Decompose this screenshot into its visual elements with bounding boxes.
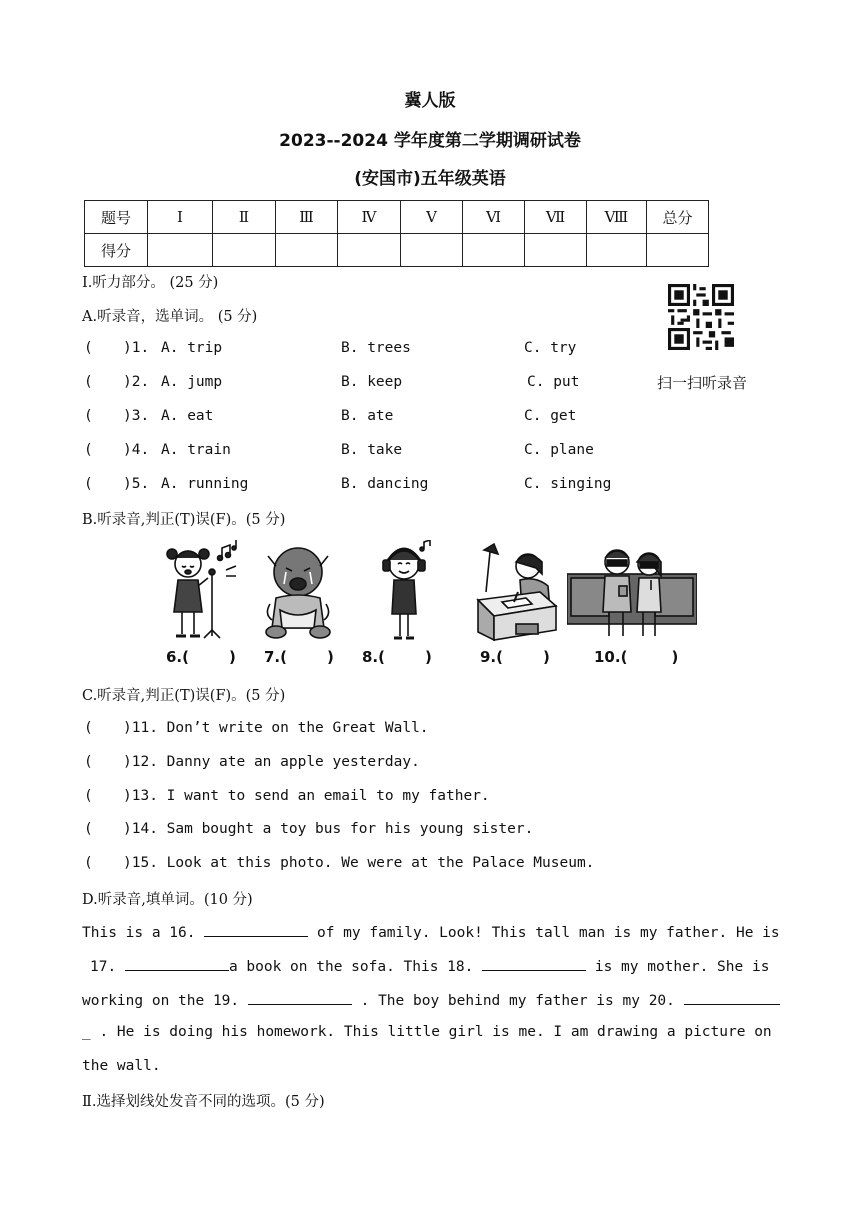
score-table-cell: 总分: [647, 201, 709, 234]
answer-paren[interactable]: (: [84, 442, 93, 458]
part1-title: Ⅰ.听力部分。 (25 分): [82, 275, 219, 291]
option-a: A. eat: [161, 408, 214, 424]
statement-text: )13. I want to send an email to my father.: [123, 788, 490, 804]
option-b: B. take: [341, 442, 403, 458]
sectionD-line3: [82, 990, 780, 1009]
option-b: B. dancing: [341, 476, 429, 492]
option-c: C. singing: [524, 476, 612, 492]
qr-code-icon[interactable]: [668, 284, 734, 350]
score-input-cell[interactable]: [525, 234, 587, 267]
picture-girl-homework: [470, 540, 560, 644]
picture-label-text: 7.(: [264, 648, 287, 666]
score-input-cell[interactable]: [401, 234, 463, 267]
answer-paren[interactable]: (: [84, 788, 93, 804]
score-table-cell: Ⅱ: [213, 201, 276, 234]
baby-crying-icon: [262, 540, 334, 644]
passage-text: 17.: [90, 959, 117, 975]
score-table-cell: Ⅶ: [525, 201, 587, 234]
option-c: C. try: [524, 340, 577, 356]
exam-title: 2023--2024 学年度第二学期调研试卷: [279, 131, 581, 151]
picture-label-close: ): [671, 648, 679, 666]
picture-label-close: ): [327, 648, 334, 666]
score-table-score-row: [85, 234, 709, 267]
sectionB-title: B.听录音,判正(T)误(F)。(5 分): [82, 512, 286, 528]
answer-paren[interactable]: (: [84, 476, 93, 492]
sectionA-title: A.听录音，选单词。 (5 分): [82, 309, 258, 325]
answer-paren[interactable]: (: [84, 374, 93, 390]
exam-subtitle: (安国市)五年级英语: [354, 169, 506, 189]
option-a: A. train: [161, 442, 231, 458]
passage-text: This is a 16.: [82, 925, 196, 941]
sectionD-line5: the wall.: [82, 1058, 161, 1074]
option-a: A. jump: [161, 374, 223, 390]
picture-kids-movie: [567, 540, 697, 644]
picture-label-close: ): [425, 648, 432, 666]
picture-label-close: ): [229, 648, 236, 666]
statement-text: )12. Danny ate an apple yesterday.: [123, 754, 420, 770]
option-b: B. keep: [341, 374, 403, 390]
picture-baby-crying: [262, 540, 334, 644]
score-input-cell[interactable]: [213, 234, 276, 267]
part2-title: Ⅱ.选择划线处发音不同的选项。(5 分): [82, 1094, 325, 1110]
blank-20[interactable]: [684, 990, 780, 1005]
passage-text: working on the 19.: [82, 993, 240, 1009]
answer-paren[interactable]: (: [84, 720, 93, 736]
picture-label-text: 8.(: [362, 648, 385, 666]
blank-17[interactable]: [125, 956, 229, 971]
score-input-cell[interactable]: [647, 234, 709, 267]
kids-movie-icon: [567, 540, 697, 644]
statement-text: )14. Sam bought a toy bus for his young sister.: [123, 821, 534, 837]
score-table-header-row: [85, 201, 709, 234]
girl-singing-icon: [160, 540, 250, 644]
option-c: C. put: [527, 374, 580, 390]
picture-label-7[interactable]: [264, 648, 334, 666]
answer-paren[interactable]: (: [84, 855, 93, 871]
score-input-cell[interactable]: [276, 234, 338, 267]
score-table-cell: 题号: [85, 201, 148, 234]
item-number: )3.: [123, 408, 150, 424]
picture-label-text: 10.(: [594, 648, 628, 666]
qr-caption: 扫一扫听录音: [657, 374, 748, 392]
picture-label-text: 6.(: [166, 648, 189, 666]
blank-18[interactable]: [482, 956, 586, 971]
sectionC-title: C.听录音,判正(T)误(F)。(5 分): [82, 688, 286, 704]
passage-text: of my family. Look! This tall man is my father. He is: [316, 925, 780, 941]
answer-paren[interactable]: (: [84, 821, 93, 837]
picture-girl-singing: [160, 540, 250, 644]
sectionD-line2: [90, 956, 769, 975]
item-number: )2.: [123, 374, 150, 390]
picture-label-8[interactable]: [362, 648, 432, 666]
score-table-cell: Ⅳ: [338, 201, 401, 234]
option-a: A. running: [161, 476, 249, 492]
option-c: C. plane: [524, 442, 594, 458]
picture-label-6[interactable]: [166, 648, 236, 666]
sectionD-line4: _ . He is doing his homework. This little girl is me. I am drawing a picture on: [82, 1024, 772, 1040]
picture-label-9[interactable]: [480, 648, 550, 666]
item-number: )1.: [123, 340, 150, 356]
blank-19[interactable]: [248, 990, 352, 1005]
option-a: A. trip: [161, 340, 223, 356]
picture-label-close: ): [543, 648, 550, 666]
statement-text: )11. Don’t write on the Great Wall.: [123, 720, 429, 736]
score-table-cell: Ⅲ: [276, 201, 338, 234]
answer-paren[interactable]: (: [84, 408, 93, 424]
picture-label-text: 9.(: [480, 648, 503, 666]
passage-text: a book on the sofa. This 18.: [228, 959, 474, 975]
option-b: B. trees: [341, 340, 411, 356]
item-number: )5.: [123, 476, 150, 492]
score-table-cell: Ⅰ: [148, 201, 213, 234]
option-c: C. get: [524, 408, 577, 424]
sectionD-title: D.听录音,填单词。(10 分): [82, 892, 253, 908]
statement-text: )15. Look at this photo. We were at the Palace Museum.: [123, 855, 595, 871]
score-input-cell[interactable]: [148, 234, 213, 267]
girl-homework-icon: [470, 540, 560, 644]
exam-edition: 冀人版: [404, 91, 456, 111]
score-table-cell: Ⅷ: [587, 201, 647, 234]
sectionD-line1: [82, 922, 780, 941]
girl-headphones-icon: [372, 540, 436, 644]
answer-paren[interactable]: (: [84, 754, 93, 770]
passage-text: . The boy behind my father is my 20.: [360, 993, 675, 1009]
score-input-cell[interactable]: [338, 234, 401, 267]
option-b: B. ate: [341, 408, 394, 424]
score-input-cell[interactable]: [463, 234, 525, 267]
blank-16[interactable]: [204, 922, 308, 937]
score-table-cell: Ⅴ: [401, 201, 463, 234]
score-table-cell: 得分: [85, 234, 148, 267]
passage-text: is my mother. She is: [594, 959, 770, 975]
score-input-cell[interactable]: [587, 234, 647, 267]
score-table: [84, 200, 709, 267]
item-number: )4.: [123, 442, 150, 458]
score-table-cell: Ⅵ: [463, 201, 525, 234]
picture-girl-headphones: [372, 540, 436, 644]
answer-paren[interactable]: (: [84, 340, 93, 356]
picture-label-10[interactable]: [594, 648, 678, 666]
